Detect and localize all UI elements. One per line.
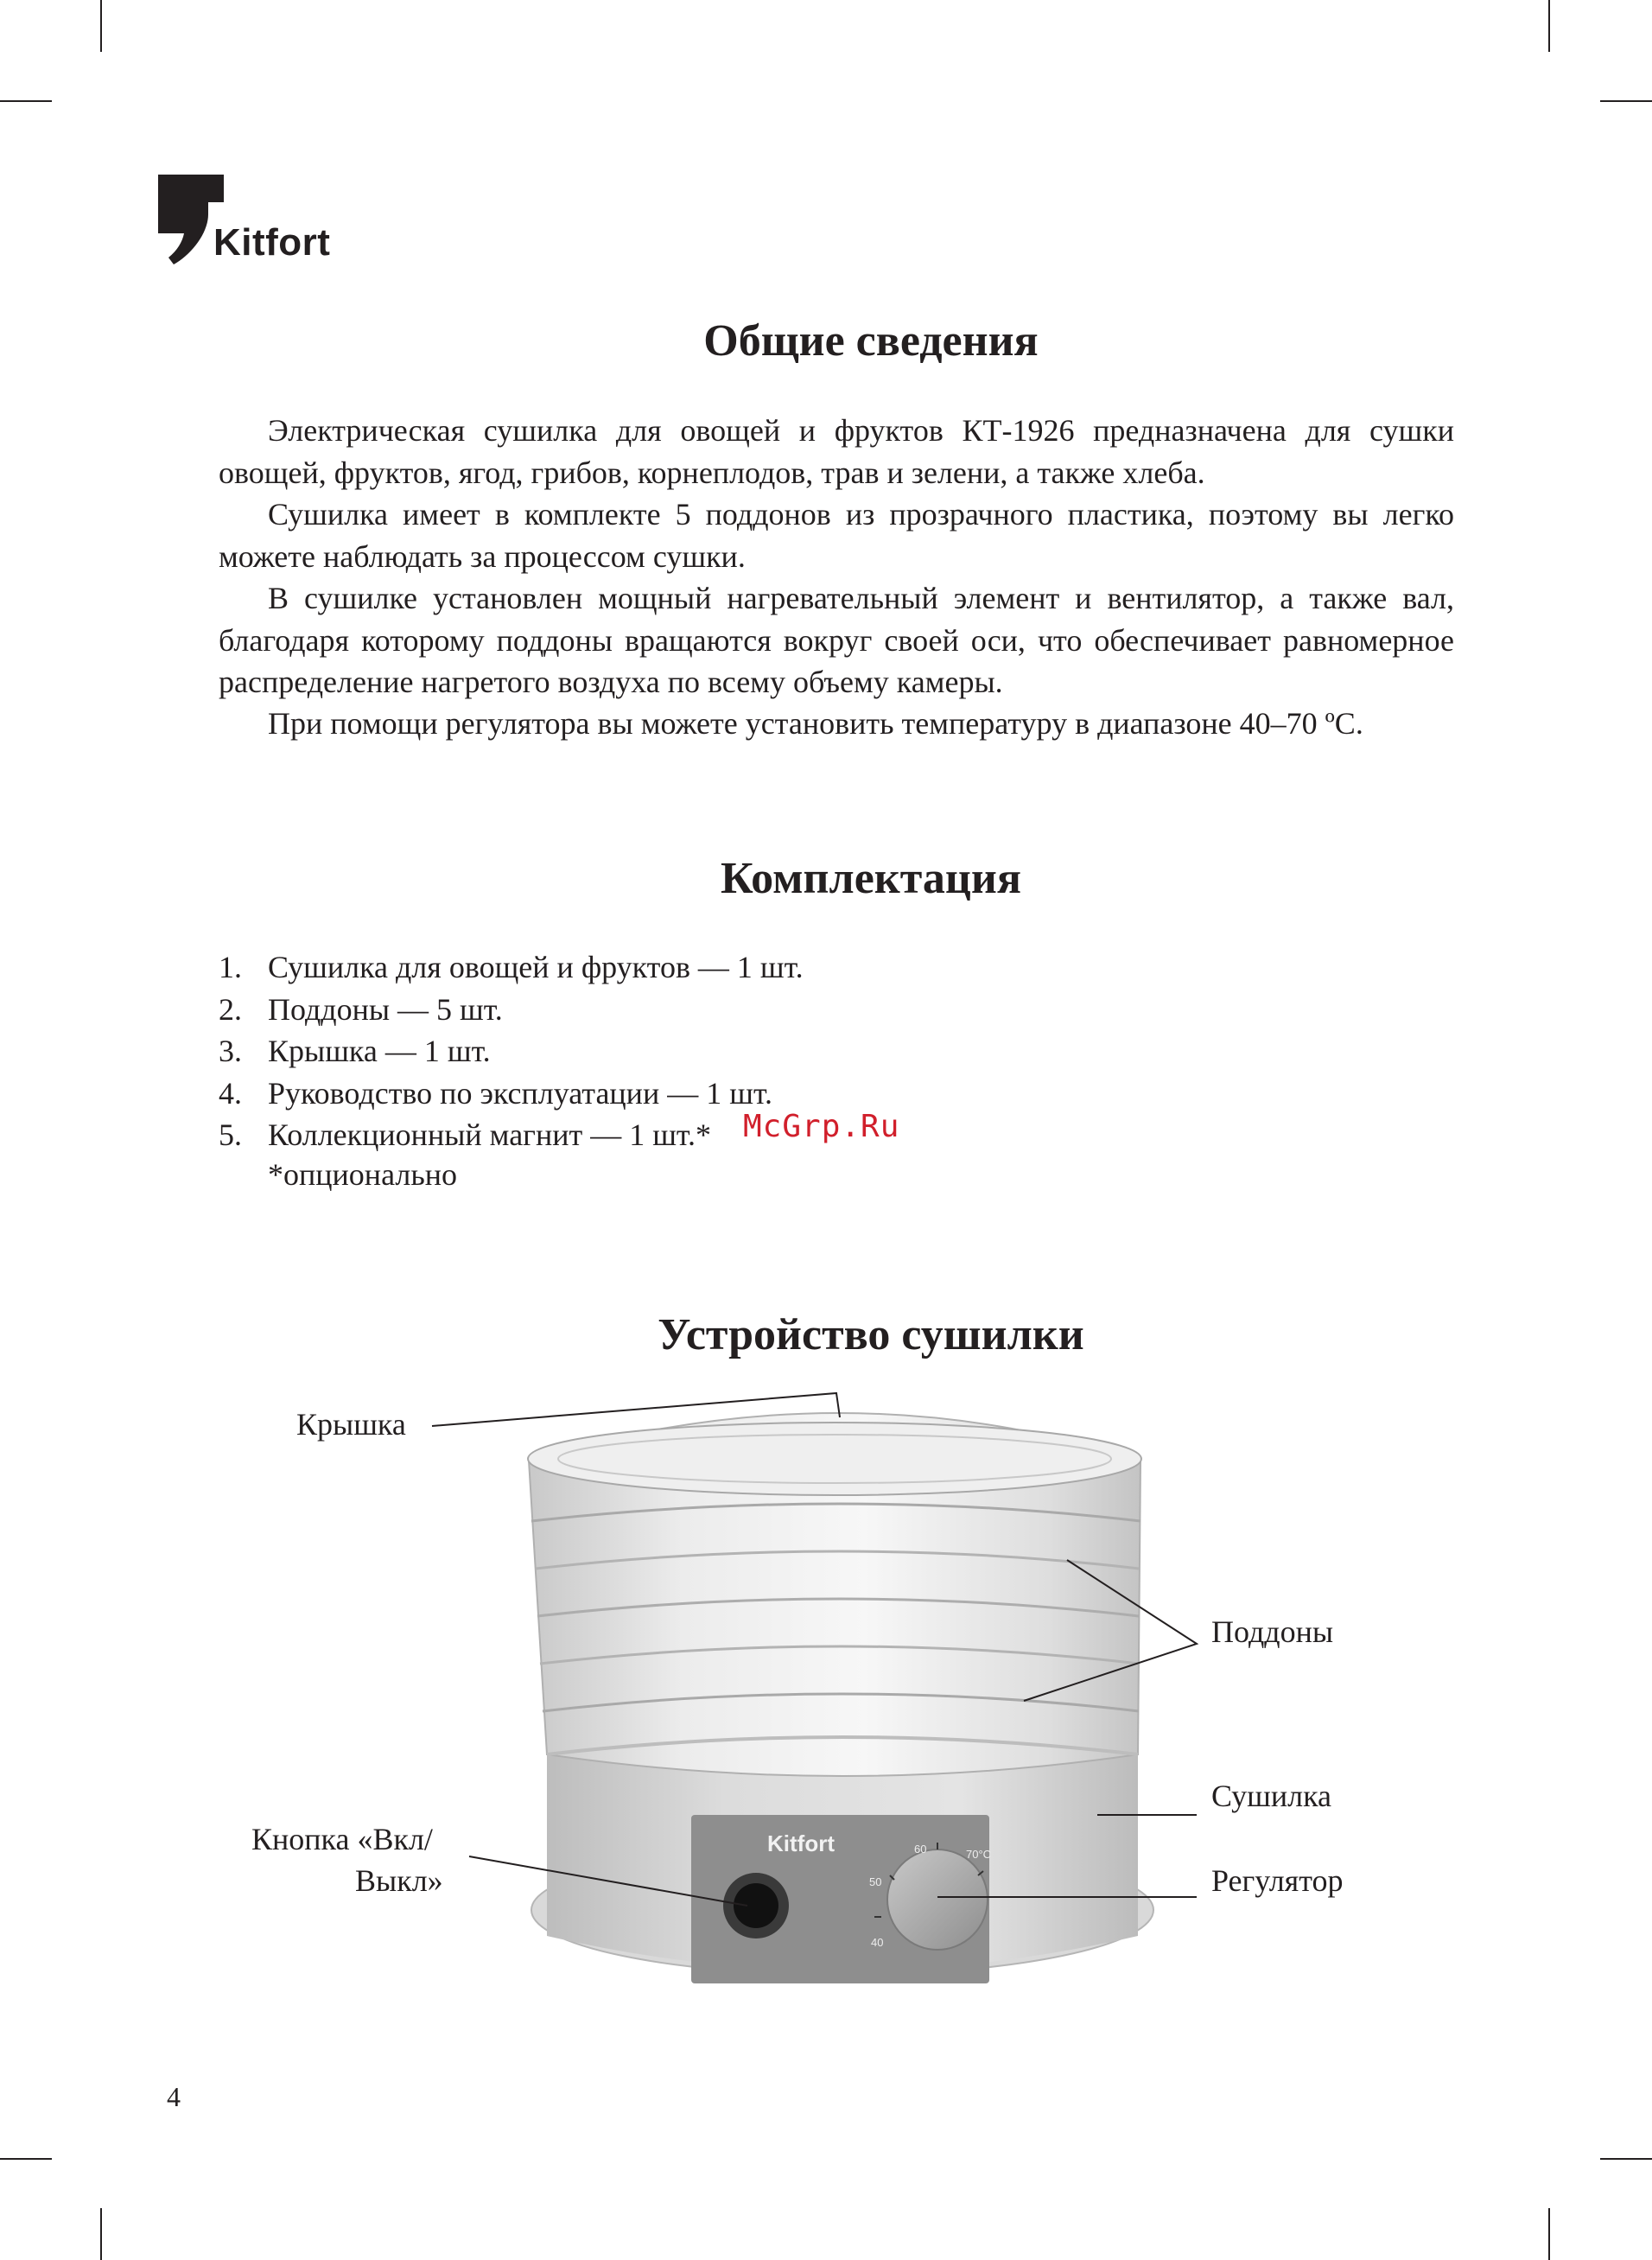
dial-mark: 70°C: [966, 1848, 992, 1861]
optional-note: *опционально: [268, 1157, 458, 1192]
panel-brand: Kitfort: [767, 1830, 835, 1856]
general-paragraph: Сушилка имеет в комплекте 5 поддонов из прозрачного пластика, поэтому вы легко можете наблюдать за процессом сушки.: [219, 497, 1454, 574]
label-regulator: Регулятор: [1211, 1863, 1344, 1898]
label-dryer: Сушилка: [1211, 1779, 1331, 1813]
regulator-knob: [887, 1849, 988, 1950]
label-lid: Крышка: [296, 1407, 406, 1442]
general-title: Общие сведения: [703, 316, 1039, 366]
list-item: 2. Поддоны — 5 шт.: [219, 991, 503, 1027]
lid: [528, 1423, 1141, 1495]
list-item: 3. Крышка — 1 шт.: [219, 1034, 491, 1068]
contents-title: Комплектация: [721, 854, 1021, 903]
general-paragraph: При помощи регулятора вы можете установить температуру в диапазоне 40–70 ºС.: [268, 706, 1363, 741]
general-paragraph: Электрическая сушилка для овощей и фруктов КТ-1926 предназначена для сушки овощей, фруктов, ягод, грибов, корнеплодов, трав и зелени, а также хлеба.: [219, 413, 1454, 490]
general-paragraph: В сушилке установлен мощный нагревательный элемент и вентилятор, а также вал, благодаря которому поддоны вращаются вокруг своей оси, что обеспечивает равномерное распределение нагретого воздуха по всему объему камеры.: [219, 581, 1454, 699]
label-button-line1: Кнопка «Вкл/: [251, 1822, 433, 1856]
dial-mark: 40: [871, 1936, 884, 1949]
list-item: 4. Руководство по эксплуатации — 1 шт.: [219, 1075, 772, 1111]
device-title: Устройство сушилки: [658, 1310, 1084, 1359]
label-trays: Поддоны: [1211, 1614, 1334, 1649]
dial-mark: 50: [869, 1875, 882, 1888]
logo-text: Kitfort: [213, 221, 331, 264]
page-number: 4: [167, 2081, 181, 2112]
watermark: McGrp.Ru: [743, 1109, 900, 1144]
power-button-inner: [734, 1883, 778, 1928]
dial-mark: 60: [914, 1843, 927, 1856]
list-item: 5. Коллекционный магнит — 1 шт.*: [219, 1117, 711, 1152]
label-button-line2: Выкл»: [355, 1863, 443, 1898]
list-item: 1. Сушилка для овощей и фруктов — 1 шт.: [219, 950, 804, 984]
